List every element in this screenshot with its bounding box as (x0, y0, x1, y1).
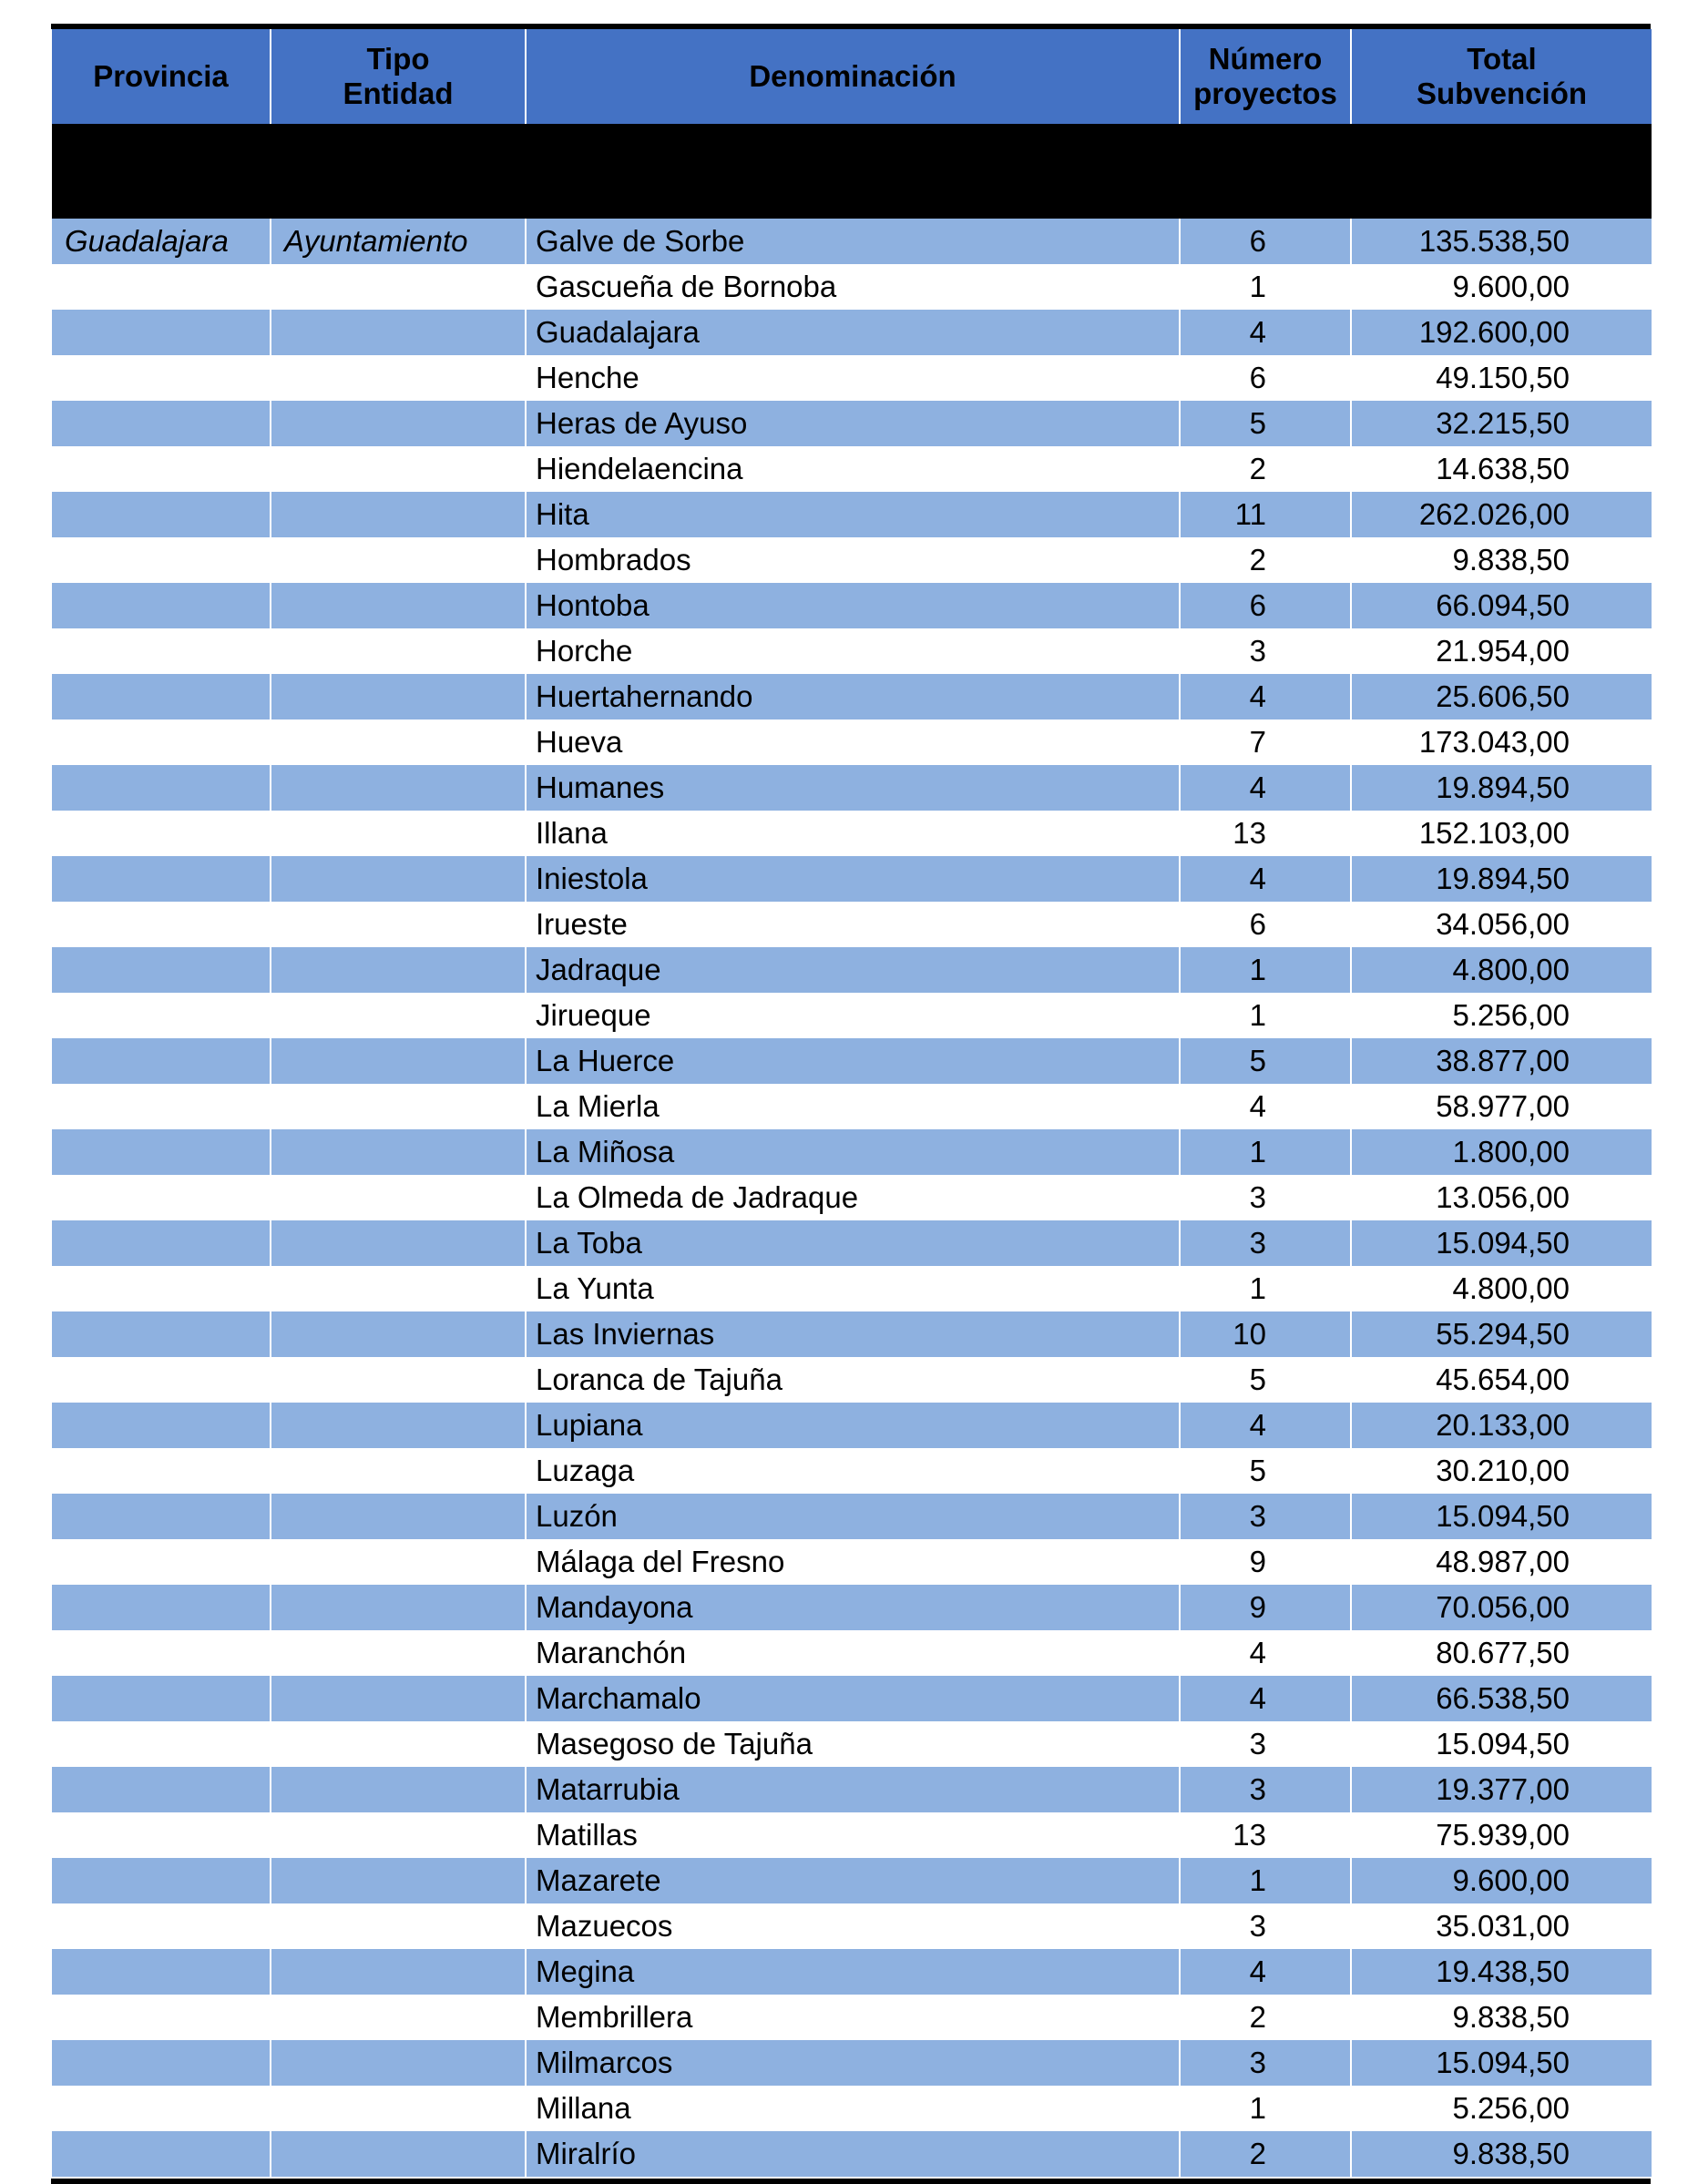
cell-total-subvencion: 9.838,50 (1351, 537, 1652, 583)
cell-denominacion: Marchamalo (526, 1676, 1180, 1721)
cell-tipo-entidad (271, 537, 526, 583)
cell-numero-proyectos: 1 (1180, 1266, 1351, 1311)
cell-denominacion: Málaga del Fresno (526, 1539, 1180, 1585)
table-row (52, 219, 1652, 264)
cell-numero-proyectos: 5 (1180, 401, 1351, 446)
cell-denominacion: Las Inviernas (526, 1311, 1180, 1357)
cell-total-subvencion: 4.800,00 (1351, 947, 1652, 993)
cell-denominacion: Masegoso de Tajuña (526, 1721, 1180, 1767)
cell-numero-proyectos: 1 (1180, 1858, 1351, 1903)
cell-denominacion: Iniestola (526, 856, 1180, 902)
cell-total-subvencion: 19.894,50 (1351, 856, 1652, 902)
cell-tipo-entidad (271, 1767, 526, 1812)
cell-provincia (52, 1812, 271, 1858)
cell-provincia (52, 1903, 271, 1949)
cell-tipo-entidad (271, 310, 526, 355)
cell-total-subvencion: 58.977,00 (1351, 1084, 1652, 1129)
cell-numero-proyectos: 5 (1180, 1038, 1351, 1084)
table-row (52, 1676, 1652, 1721)
cell-provincia (52, 674, 271, 719)
cell-denominacion: Hiendelaencina (526, 446, 1180, 492)
header-numero-proyectos: Número proyectos (1180, 29, 1351, 124)
cell-numero-proyectos: 2 (1180, 1995, 1351, 2040)
table-row (52, 1995, 1652, 2040)
cell-numero-proyectos: 5 (1180, 1448, 1351, 1494)
cell-total-subvencion: 4.800,00 (1351, 1266, 1652, 1311)
cell-numero-proyectos: 2 (1180, 446, 1351, 492)
cell-total-subvencion: 135.538,50 (1351, 219, 1652, 264)
table-row (52, 1767, 1652, 1812)
cell-provincia (52, 1266, 271, 1311)
table-row (52, 1585, 1652, 1630)
cell-provincia (52, 1220, 271, 1266)
cell-provincia (52, 1676, 271, 1721)
cell-provincia (52, 1539, 271, 1585)
cell-denominacion: La Olmeda de Jadraque (526, 1175, 1180, 1220)
cell-tipo-entidad (271, 947, 526, 993)
cell-tipo-entidad (271, 1038, 526, 1084)
cell-total-subvencion: 20.133,00 (1351, 1403, 1652, 1448)
cell-tipo-entidad (271, 1494, 526, 1539)
table-row (52, 1175, 1652, 1220)
cell-numero-proyectos: 2 (1180, 2131, 1351, 2177)
cell-total-subvencion: 192.600,00 (1351, 310, 1652, 355)
table-row (52, 355, 1652, 401)
cell-total-subvencion: 173.043,00 (1351, 719, 1652, 765)
cell-denominacion: Huertahernando (526, 674, 1180, 719)
cell-denominacion: La Mierla (526, 1084, 1180, 1129)
cell-total-subvencion: 13.056,00 (1351, 1175, 1652, 1220)
cell-denominacion: Jirueque (526, 993, 1180, 1038)
table-row (52, 1129, 1652, 1175)
bottom-rule (51, 2179, 1651, 2184)
table-row (52, 446, 1652, 492)
cell-numero-proyectos: 4 (1180, 765, 1351, 811)
cell-tipo-entidad (271, 1858, 526, 1903)
cell-tipo-entidad (271, 1812, 526, 1858)
cell-tipo-entidad (271, 1448, 526, 1494)
cell-tipo-entidad (271, 902, 526, 947)
table-row (52, 1448, 1652, 1494)
cell-tipo-entidad (271, 1585, 526, 1630)
cell-total-subvencion: 34.056,00 (1351, 902, 1652, 947)
table-row (52, 1494, 1652, 1539)
table-row (52, 811, 1652, 856)
cell-tipo-entidad (271, 1357, 526, 1403)
cell-tipo-entidad (271, 1676, 526, 1721)
cell-numero-proyectos: 3 (1180, 1903, 1351, 1949)
cell-numero-proyectos: 11 (1180, 492, 1351, 537)
header-denominacion: Denominación (526, 29, 1180, 124)
cell-denominacion: Millana (526, 2086, 1180, 2131)
table-row (52, 1858, 1652, 1903)
cell-denominacion: Guadalajara (526, 310, 1180, 355)
cell-tipo-entidad (271, 2040, 526, 2086)
table-row (52, 2086, 1652, 2131)
cell-provincia (52, 583, 271, 628)
table-row (52, 583, 1652, 628)
cell-numero-proyectos: 1 (1180, 2086, 1351, 2131)
cell-numero-proyectos: 3 (1180, 628, 1351, 674)
cell-denominacion: La Yunta (526, 1266, 1180, 1311)
cell-provincia (52, 1585, 271, 1630)
cell-numero-proyectos: 1 (1180, 947, 1351, 993)
cell-tipo-entidad (271, 856, 526, 902)
cell-provincia (52, 1448, 271, 1494)
cell-numero-proyectos: 4 (1180, 1403, 1351, 1448)
table-row (52, 993, 1652, 1038)
cell-provincia (52, 446, 271, 492)
header-total-subvencion: Total Subvención (1351, 29, 1652, 124)
cell-numero-proyectos: 4 (1180, 1949, 1351, 1995)
cell-numero-proyectos: 6 (1180, 902, 1351, 947)
table-row (52, 1403, 1652, 1448)
cell-tipo-entidad (271, 2086, 526, 2131)
cell-tipo-entidad (271, 1630, 526, 1676)
cell-provincia (52, 1403, 271, 1448)
cell-numero-proyectos: 4 (1180, 856, 1351, 902)
cell-provincia (52, 856, 271, 902)
subsidy-table-sheet (51, 24, 1651, 2184)
cell-total-subvencion: 45.654,00 (1351, 1357, 1652, 1403)
cell-numero-proyectos: 2 (1180, 537, 1351, 583)
cell-total-subvencion: 19.894,50 (1351, 765, 1652, 811)
table-row (52, 1812, 1652, 1858)
cell-total-subvencion: 14.638,50 (1351, 446, 1652, 492)
cell-provincia (52, 1995, 271, 2040)
cell-total-subvencion: 75.939,00 (1351, 1812, 1652, 1858)
cell-provincia (52, 1357, 271, 1403)
cell-total-subvencion: 9.838,50 (1351, 1995, 1652, 2040)
cell-tipo-entidad (271, 628, 526, 674)
cell-tipo-entidad (271, 401, 526, 446)
cell-tipo-entidad (271, 583, 526, 628)
cell-denominacion: Hueva (526, 719, 1180, 765)
table-row (52, 1266, 1652, 1311)
cell-tipo-entidad (271, 765, 526, 811)
cell-total-subvencion: 5.256,00 (1351, 993, 1652, 1038)
cell-numero-proyectos: 3 (1180, 2040, 1351, 2086)
cell-total-subvencion: 9.600,00 (1351, 1858, 1652, 1903)
cell-numero-proyectos: 9 (1180, 1585, 1351, 1630)
cell-provincia (52, 1494, 271, 1539)
table-body (52, 219, 1652, 2177)
cell-provincia (52, 628, 271, 674)
cell-total-subvencion: 25.606,50 (1351, 674, 1652, 719)
cell-provincia (52, 1767, 271, 1812)
cell-provincia (52, 765, 271, 811)
cell-numero-proyectos: 4 (1180, 1630, 1351, 1676)
table-row (52, 1949, 1652, 1995)
cell-total-subvencion: 15.094,50 (1351, 1220, 1652, 1266)
cell-tipo-entidad (271, 2131, 526, 2177)
table-row (52, 264, 1652, 310)
cell-denominacion: Maranchón (526, 1630, 1180, 1676)
cell-numero-proyectos: 3 (1180, 1220, 1351, 1266)
cell-tipo-entidad (271, 811, 526, 856)
cell-denominacion: La Huerce (526, 1038, 1180, 1084)
subsidy-table (51, 29, 1652, 2177)
table-row (52, 674, 1652, 719)
cell-provincia (52, 310, 271, 355)
cell-total-subvencion: 15.094,50 (1351, 1721, 1652, 1767)
cell-total-subvencion: 66.538,50 (1351, 1676, 1652, 1721)
table-row (52, 1311, 1652, 1357)
cell-provincia (52, 902, 271, 947)
cell-denominacion: Humanes (526, 765, 1180, 811)
cell-numero-proyectos: 6 (1180, 583, 1351, 628)
cell-tipo-entidad: Ayuntamiento (271, 219, 526, 264)
cell-total-subvencion: 152.103,00 (1351, 811, 1652, 856)
table-row (52, 947, 1652, 993)
cell-denominacion: Horche (526, 628, 1180, 674)
table-row (52, 1721, 1652, 1767)
cell-total-subvencion: 262.026,00 (1351, 492, 1652, 537)
table-row (52, 1357, 1652, 1403)
cell-total-subvencion: 30.210,00 (1351, 1448, 1652, 1494)
cell-provincia (52, 1129, 271, 1175)
table-row (52, 401, 1652, 446)
cell-tipo-entidad (271, 1084, 526, 1129)
cell-provincia (52, 1311, 271, 1357)
cell-numero-proyectos: 13 (1180, 1812, 1351, 1858)
table-row (52, 537, 1652, 583)
cell-denominacion: Milmarcos (526, 2040, 1180, 2086)
cell-numero-proyectos: 4 (1180, 1676, 1351, 1721)
cell-total-subvencion: 21.954,00 (1351, 628, 1652, 674)
cell-tipo-entidad (271, 674, 526, 719)
cell-provincia (52, 492, 271, 537)
cell-tipo-entidad (271, 446, 526, 492)
cell-provincia (52, 2040, 271, 2086)
cell-tipo-entidad (271, 355, 526, 401)
cell-numero-proyectos: 7 (1180, 719, 1351, 765)
cell-denominacion: Henche (526, 355, 1180, 401)
cell-numero-proyectos: 3 (1180, 1721, 1351, 1767)
table-row (52, 902, 1652, 947)
cell-total-subvencion: 38.877,00 (1351, 1038, 1652, 1084)
cell-total-subvencion: 19.377,00 (1351, 1767, 1652, 1812)
cell-numero-proyectos: 5 (1180, 1357, 1351, 1403)
cell-provincia (52, 355, 271, 401)
cell-provincia (52, 264, 271, 310)
table-row (52, 1220, 1652, 1266)
cell-denominacion: Lupiana (526, 1403, 1180, 1448)
cell-provincia (52, 1721, 271, 1767)
table-row (52, 1539, 1652, 1585)
cell-denominacion: Hita (526, 492, 1180, 537)
cell-denominacion: Luzaga (526, 1448, 1180, 1494)
table-row (52, 2040, 1652, 2086)
cell-provincia (52, 537, 271, 583)
cell-provincia (52, 401, 271, 446)
cell-numero-proyectos: 4 (1180, 1084, 1351, 1129)
cell-denominacion: Miralrío (526, 2131, 1180, 2177)
cell-tipo-entidad (271, 264, 526, 310)
cell-numero-proyectos: 3 (1180, 1494, 1351, 1539)
cell-total-subvencion: 15.094,50 (1351, 2040, 1652, 2086)
table-row (52, 1630, 1652, 1676)
cell-tipo-entidad (271, 1903, 526, 1949)
cell-tipo-entidad (271, 1129, 526, 1175)
cell-total-subvencion: 1.800,00 (1351, 1129, 1652, 1175)
cell-tipo-entidad (271, 1266, 526, 1311)
cell-denominacion: Loranca de Tajuña (526, 1357, 1180, 1403)
table-row (52, 1903, 1652, 1949)
cell-denominacion: Luzón (526, 1494, 1180, 1539)
cell-provincia (52, 1949, 271, 1995)
cell-denominacion: Hontoba (526, 583, 1180, 628)
cell-tipo-entidad (271, 1220, 526, 1266)
cell-tipo-entidad (271, 1995, 526, 2040)
table-row (52, 492, 1652, 537)
table-row (52, 1038, 1652, 1084)
cell-denominacion: Illana (526, 811, 1180, 856)
cell-numero-proyectos: 6 (1180, 219, 1351, 264)
cell-denominacion: Galve de Sorbe (526, 219, 1180, 264)
cell-provincia (52, 719, 271, 765)
cell-total-subvencion: 32.215,50 (1351, 401, 1652, 446)
cell-total-subvencion: 9.838,50 (1351, 2131, 1652, 2177)
cell-denominacion: Mandayona (526, 1585, 1180, 1630)
header-separator (52, 124, 1652, 219)
cell-provincia (52, 1858, 271, 1903)
table-row (52, 2131, 1652, 2177)
cell-denominacion: Matillas (526, 1812, 1180, 1858)
cell-total-subvencion: 49.150,50 (1351, 355, 1652, 401)
cell-numero-proyectos: 6 (1180, 355, 1351, 401)
cell-denominacion: Mazuecos (526, 1903, 1180, 1949)
cell-total-subvencion: 48.987,00 (1351, 1539, 1652, 1585)
cell-numero-proyectos: 1 (1180, 1129, 1351, 1175)
cell-provincia: Guadalajara (52, 219, 271, 264)
cell-provincia (52, 993, 271, 1038)
cell-denominacion: Megina (526, 1949, 1180, 1995)
table-row (52, 628, 1652, 674)
cell-numero-proyectos: 13 (1180, 811, 1351, 856)
cell-tipo-entidad (271, 1175, 526, 1220)
table-row (52, 765, 1652, 811)
cell-numero-proyectos: 1 (1180, 264, 1351, 310)
cell-provincia (52, 2086, 271, 2131)
cell-tipo-entidad (271, 1403, 526, 1448)
table-header (52, 29, 1652, 219)
cell-provincia (52, 947, 271, 993)
cell-tipo-entidad (271, 1949, 526, 1995)
cell-total-subvencion: 35.031,00 (1351, 1903, 1652, 1949)
cell-denominacion: Irueste (526, 902, 1180, 947)
cell-total-subvencion: 80.677,50 (1351, 1630, 1652, 1676)
cell-tipo-entidad (271, 993, 526, 1038)
cell-provincia (52, 1038, 271, 1084)
cell-numero-proyectos: 3 (1180, 1175, 1351, 1220)
cell-denominacion: Heras de Ayuso (526, 401, 1180, 446)
table-row (52, 856, 1652, 902)
cell-total-subvencion: 15.094,50 (1351, 1494, 1652, 1539)
cell-provincia (52, 1630, 271, 1676)
cell-denominacion: Matarrubia (526, 1767, 1180, 1812)
cell-provincia (52, 811, 271, 856)
cell-provincia (52, 1175, 271, 1220)
cell-total-subvencion: 9.600,00 (1351, 264, 1652, 310)
table-row (52, 310, 1652, 355)
cell-numero-proyectos: 9 (1180, 1539, 1351, 1585)
cell-denominacion: Gascueña de Bornoba (526, 264, 1180, 310)
cell-numero-proyectos: 10 (1180, 1311, 1351, 1357)
header-provincia: Provincia (93, 59, 229, 93)
cell-denominacion: Hombrados (526, 537, 1180, 583)
cell-provincia (52, 1084, 271, 1129)
cell-total-subvencion: 55.294,50 (1351, 1311, 1652, 1357)
cell-denominacion: La Miñosa (526, 1129, 1180, 1175)
cell-total-subvencion: 70.056,00 (1351, 1585, 1652, 1630)
cell-numero-proyectos: 4 (1180, 310, 1351, 355)
cell-denominacion: Mazarete (526, 1858, 1180, 1903)
cell-tipo-entidad (271, 719, 526, 765)
cell-total-subvencion: 19.438,50 (1351, 1949, 1652, 1995)
table-row (52, 1084, 1652, 1129)
cell-provincia (52, 2131, 271, 2177)
cell-denominacion: Jadraque (526, 947, 1180, 993)
cell-tipo-entidad (271, 1311, 526, 1357)
cell-denominacion: Membrillera (526, 1995, 1180, 2040)
cell-numero-proyectos: 1 (1180, 993, 1351, 1038)
cell-total-subvencion: 66.094,50 (1351, 583, 1652, 628)
cell-tipo-entidad (271, 1539, 526, 1585)
cell-tipo-entidad (271, 1721, 526, 1767)
cell-denominacion: La Toba (526, 1220, 1180, 1266)
cell-total-subvencion: 5.256,00 (1351, 2086, 1652, 2131)
cell-numero-proyectos: 3 (1180, 1767, 1351, 1812)
cell-numero-proyectos: 4 (1180, 674, 1351, 719)
cell-tipo-entidad (271, 492, 526, 537)
header-tipo-entidad: Tipo Entidad (271, 29, 526, 124)
table-row (52, 719, 1652, 765)
